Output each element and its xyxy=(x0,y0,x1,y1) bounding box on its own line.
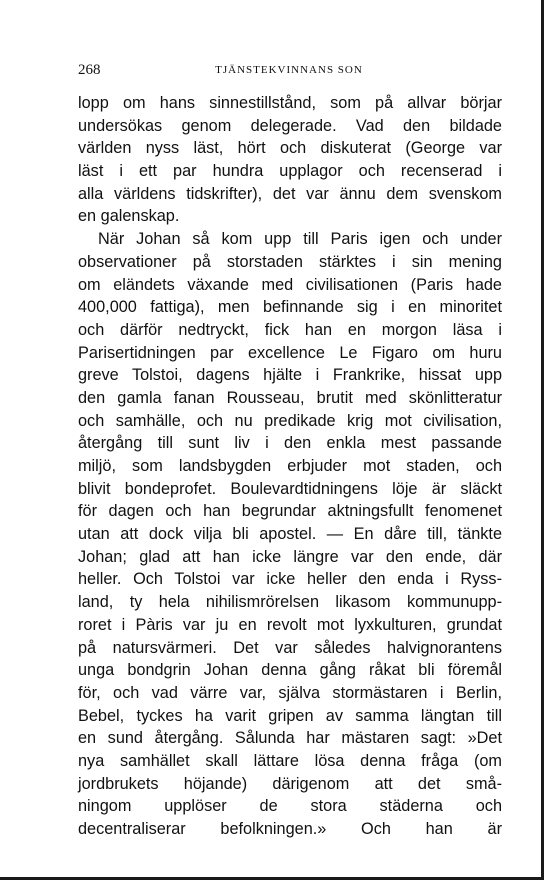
text-line: Bebel, tyckes ha varit gripen av samma längtan till xyxy=(78,706,502,725)
text-line: miljö, som landsbygden erbjuder mot staden, och xyxy=(78,457,502,475)
text-line: nya samhället skall lättare lösa denna fråga (om xyxy=(78,751,502,770)
text-line: lopp om hans sinnestillstånd, som på allvar börjar xyxy=(78,94,502,112)
text-line: decentraliserar befolkningen.» Och han är xyxy=(78,820,502,838)
text-line: greve Tolstoi, dagens hjälte i Frankrike, hissat upp xyxy=(78,366,502,385)
text-line: på natursvärmeri. Det var således halvignorantens xyxy=(78,638,502,657)
text-line: om eländets växande med civilisationen (Paris hade xyxy=(78,275,502,294)
text-line: för, och vad värre var, själva stormästaren i Berlin, xyxy=(78,683,502,702)
text-line: unga bondgrin Johan denna gång råkat bli föremål xyxy=(78,661,502,680)
text-line: den gamla fanan Rousseau, brutit med skönlitteratur xyxy=(78,388,502,407)
text-line: för dagen och han begrundar aktningsfullt fenomenet xyxy=(78,502,502,521)
body-text xyxy=(78,92,502,841)
text-line: återgång till sunt liv i den enkla mest passande xyxy=(78,434,502,453)
text-line: och därför nedtryckt, fick han en morgon läsa i xyxy=(78,320,502,339)
text-line: blivit bondeprofet. Boulevardtidningens löje är släckt xyxy=(78,479,502,498)
text-line: en galenskap. xyxy=(78,207,180,226)
text-line: land, ty hela nihilismrörelsen likasom kommunupp- xyxy=(78,593,502,612)
text-line: och samhälle, och nu predikade krig mot civilisation, xyxy=(78,411,502,430)
text-line: undersökas genom delegerade. Vad den bildade xyxy=(78,116,502,135)
text-line: 400,000 fattiga), men befinnande sig i en minoritet xyxy=(78,298,502,317)
page-number: 268 xyxy=(78,62,101,78)
text-line: en sund återgång. Sålunda har mästaren sagt: »Det xyxy=(78,729,502,748)
text-line: Parisertidningen par excellence Le Figaro om huru xyxy=(78,343,502,362)
text-line: ningom upplöser de stora städerna och xyxy=(78,797,502,816)
text-line: världen nyss läst, hört och diskuterat (George var xyxy=(78,139,502,158)
running-head xyxy=(78,62,500,80)
text-line: jordbrukets höjande) därigenom att det små- xyxy=(78,774,502,793)
text-line: observationer på storstaden stärktes i sin mening xyxy=(78,252,502,271)
text-line: alla världens tidskrifter), det var ännu dem svenskom xyxy=(78,184,502,203)
text-line: Johan; glad att han icke längre var den ende, där xyxy=(78,547,502,566)
text-line: utan att dock vilja bli apostel. — En dåre till, tänkte xyxy=(78,525,502,544)
text-line: läst i ett par hundra upplagor och recenserad i xyxy=(78,162,502,181)
text-line: heller. Och Tolstoi var icke heller den enda i Ryss- xyxy=(78,570,502,589)
text-line: När Johan så kom upp till Paris igen och under xyxy=(98,230,502,249)
running-title: TJÄNSTEKVINNANS SON xyxy=(215,64,363,76)
text-line: roret i Pàris var ju en revolt mot lyxkulturen, grundat xyxy=(78,615,502,634)
